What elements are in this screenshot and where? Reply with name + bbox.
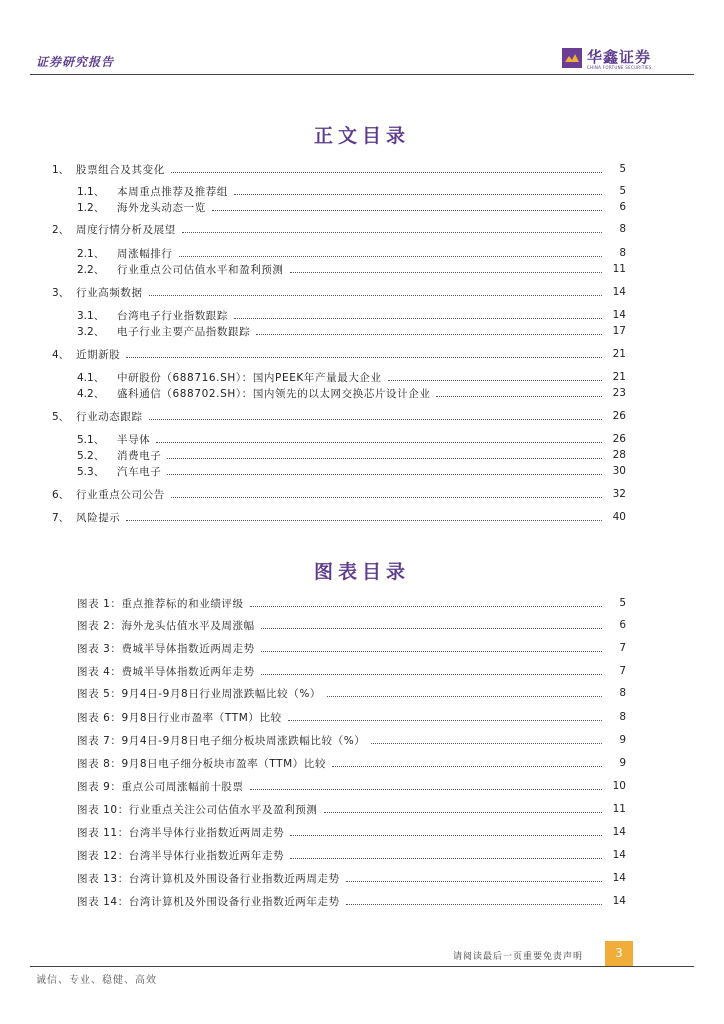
toc-number: 4.1、: [77, 371, 105, 384]
toc-label: 周度行情分析及展望: [76, 223, 176, 236]
leader-dots: [261, 651, 602, 652]
leader-dots: [290, 272, 603, 273]
toc-label: 海外龙头动态一览: [117, 201, 206, 214]
leader-dots: [156, 442, 602, 443]
toc-number: 2、: [52, 223, 70, 236]
brand-subtitle: CHINA FORTUNE SECURITIES: [587, 65, 652, 70]
toc-label: 行业动态跟踪: [76, 410, 143, 423]
logo-mark-icon: [562, 48, 582, 68]
figure-entry[interactable]: [77, 894, 626, 908]
figure-page: 9: [619, 757, 626, 769]
leader-dots: [182, 232, 602, 233]
brand-name: 华鑫证券: [587, 48, 652, 66]
toc-entry[interactable]: [52, 285, 626, 299]
toc-label: 半导体: [117, 433, 151, 446]
figure-page: 14: [612, 895, 626, 907]
figure-page: 9: [619, 734, 626, 746]
toc-label: 汽车电子: [117, 465, 162, 478]
figure-label: 图表 3：费城半导体指数近两周走势: [77, 642, 255, 655]
toc-page: 40: [612, 511, 626, 523]
leader-dots: [149, 419, 602, 420]
toc-label: 电子行业主要产品指数跟踪: [117, 325, 251, 338]
toc-entry[interactable]: [77, 200, 626, 214]
figure-page: 14: [612, 826, 626, 838]
figure-page: 5: [619, 597, 626, 609]
report-type-label: 证券研究报告: [36, 55, 115, 69]
leader-dots: [327, 696, 602, 697]
toc-label: 行业重点公司公告: [76, 488, 165, 501]
toc-page: 14: [612, 309, 626, 321]
toc-entry[interactable]: [77, 448, 626, 462]
figure-label: 图表 7：9月4日-9月8日电子细分板块周涨跌幅比较（%）: [77, 734, 366, 747]
toc-entry[interactable]: [77, 246, 626, 260]
figure-entry[interactable]: [77, 802, 626, 816]
toc-page: 30: [612, 465, 626, 477]
figure-entry[interactable]: [77, 871, 626, 885]
toc-label: 台湾电子行业指数跟踪: [117, 309, 228, 322]
toc-page: 8: [619, 247, 626, 259]
leader-dots: [212, 210, 602, 211]
figure-entry[interactable]: [77, 733, 626, 747]
leader-dots: [436, 396, 602, 397]
leader-dots: [261, 628, 602, 629]
toc-number: 3.2、: [77, 325, 105, 338]
toc-number: 4.2、: [77, 387, 105, 400]
figure-label: 图表 8：9月8日电子细分板块市盈率（TTM）比较: [77, 757, 327, 770]
figure-page: 11: [612, 803, 626, 815]
toc-page: 8: [619, 223, 626, 235]
toc-page: 17: [612, 325, 626, 337]
leader-dots: [290, 835, 602, 836]
toc-number: 1.1、: [77, 185, 105, 198]
leader-dots: [167, 474, 602, 475]
figure-entry[interactable]: [77, 825, 626, 839]
figure-label: 图表 6：9月8日行业市盈率（TTM）比较: [77, 711, 282, 724]
leader-dots: [234, 318, 602, 319]
figure-page: 8: [619, 687, 626, 699]
toc-entry[interactable]: [77, 464, 626, 478]
leader-dots: [324, 812, 603, 813]
figure-page: 6: [619, 619, 626, 631]
leader-dots: [256, 334, 602, 335]
figure-label: 图表 5：9月4日-9月8日行业周涨跌幅比较（%）: [77, 687, 322, 700]
figure-entry[interactable]: [77, 641, 626, 655]
toc-label: 周涨幅排行: [117, 247, 173, 260]
leader-dots: [234, 194, 602, 195]
toc-label: 风险提示: [76, 511, 121, 524]
toc-number: 5.2、: [77, 449, 105, 462]
toc-number: 5.3、: [77, 465, 105, 478]
toc-label: 行业重点公司估值水平和盈利预测: [117, 263, 284, 276]
toc-label: 行业高频数据: [76, 286, 143, 299]
figure-page: 14: [612, 872, 626, 884]
figure-page: 7: [619, 642, 626, 654]
toc-entry[interactable]: [77, 262, 626, 276]
figure-entry[interactable]: [77, 664, 626, 678]
leader-dots: [346, 881, 602, 882]
toc-page: 26: [612, 410, 626, 422]
toc-number: 2.2、: [77, 263, 105, 276]
figure-entry[interactable]: [77, 710, 626, 724]
page-number-badge: 3: [605, 941, 633, 966]
figure-entry[interactable]: [77, 756, 626, 770]
toc-page: 14: [612, 286, 626, 298]
figure-label: 图表 10：行业重点关注公司估值水平及盈利预测: [77, 803, 318, 816]
toc-page: 11: [612, 263, 626, 275]
toc-title: 正文目录: [313, 125, 410, 147]
figure-list-title: 图表目录: [313, 561, 410, 583]
toc-number: 3.1、: [77, 309, 105, 322]
toc-number: 4、: [52, 348, 70, 361]
toc-entry[interactable]: [52, 347, 626, 361]
leader-dots: [167, 458, 602, 459]
toc-number: 3、: [52, 286, 70, 299]
toc-label: 中研股份（688716.SH）：国内PEEK年产量最大企业: [117, 371, 382, 384]
toc-page: 21: [612, 348, 626, 360]
toc-entry[interactable]: [52, 162, 626, 176]
toc-entry[interactable]: [52, 510, 626, 524]
figure-entry[interactable]: [77, 686, 626, 700]
toc-page: 5: [619, 185, 626, 197]
figure-label: 图表 4：费城半导体指数近两年走势: [77, 665, 255, 678]
toc-page: 6: [619, 201, 626, 213]
toc-label: 近期新股: [76, 348, 121, 361]
figure-label: 图表 1：重点推荐标的和业绩评级: [77, 597, 244, 610]
company-motto: 诚信、专业、稳健、高效: [36, 975, 157, 986]
figure-page: 7: [619, 665, 626, 677]
leader-dots: [126, 357, 602, 358]
toc-number: 5.1、: [77, 433, 105, 446]
figure-entry[interactable]: [77, 596, 626, 610]
toc-entry[interactable]: [77, 386, 626, 400]
leader-dots: [179, 256, 603, 257]
toc-entry[interactable]: [52, 409, 626, 423]
leader-dots: [126, 520, 602, 521]
leader-dots: [171, 497, 602, 498]
leader-dots: [171, 172, 602, 173]
leader-dots: [250, 789, 602, 790]
toc-number: 2.1、: [77, 247, 105, 260]
leader-dots: [149, 295, 602, 296]
figure-label: 图表 9：重点公司周涨幅前十股票: [77, 780, 244, 793]
toc-label: 消费电子: [117, 449, 162, 462]
leader-dots: [250, 606, 602, 607]
toc-page: 5: [619, 163, 626, 175]
figure-entry[interactable]: [77, 848, 626, 862]
leader-dots: [332, 766, 602, 767]
toc-entry[interactable]: [77, 308, 626, 322]
toc-entry[interactable]: [77, 432, 626, 446]
toc-number: 1、: [52, 163, 70, 176]
figure-label: 图表 11：台湾半导体行业指数近两周走势: [77, 826, 285, 839]
toc-number: 7、: [52, 511, 70, 524]
toc-entry[interactable]: [52, 487, 626, 501]
toc-entry[interactable]: [77, 370, 626, 384]
figure-label: 图表 2：海外龙头估值水平及周涨幅: [77, 619, 255, 632]
leader-dots: [261, 674, 602, 675]
company-logo: [562, 46, 692, 72]
figure-label: 图表 13：台湾计算机及外围设备行业指数近两周走势: [77, 872, 340, 885]
toc-page: 26: [612, 433, 626, 445]
figure-page: 10: [612, 780, 626, 792]
leader-dots: [388, 380, 602, 381]
toc-label: 本周重点推荐及推荐组: [117, 185, 228, 198]
toc-entry[interactable]: [52, 222, 626, 236]
toc-number: 1.2、: [77, 201, 105, 214]
leader-dots: [371, 743, 602, 744]
figure-page: 8: [619, 711, 626, 723]
toc-entry[interactable]: [77, 184, 626, 198]
figure-entry[interactable]: [77, 618, 626, 632]
figure-label: 图表 12：台湾半导体行业指数近两年走势: [77, 849, 285, 862]
disclaimer-note: 请阅读最后一页重要免责声明: [453, 952, 584, 962]
footer-divider: [30, 966, 694, 967]
toc-page: 32: [612, 488, 626, 500]
leader-dots: [346, 904, 602, 905]
leader-dots: [288, 720, 602, 721]
header-divider: [30, 74, 694, 75]
toc-entry[interactable]: [77, 324, 626, 338]
toc-label: 股票组合及其变化: [76, 163, 165, 176]
toc-page: 21: [612, 371, 626, 383]
toc-page: 23: [612, 387, 626, 399]
toc-number: 6、: [52, 488, 70, 501]
toc-page: 28: [612, 449, 626, 461]
toc-number: 5、: [52, 410, 70, 423]
figure-entry[interactable]: [77, 779, 626, 793]
figure-label: 图表 14：台湾计算机及外围设备行业指数近两年走势: [77, 895, 340, 908]
leader-dots: [290, 858, 602, 859]
toc-label: 盛科通信（688702.SH）：国内领先的以太网交换芯片设计企业: [117, 387, 431, 400]
figure-page: 14: [612, 849, 626, 861]
